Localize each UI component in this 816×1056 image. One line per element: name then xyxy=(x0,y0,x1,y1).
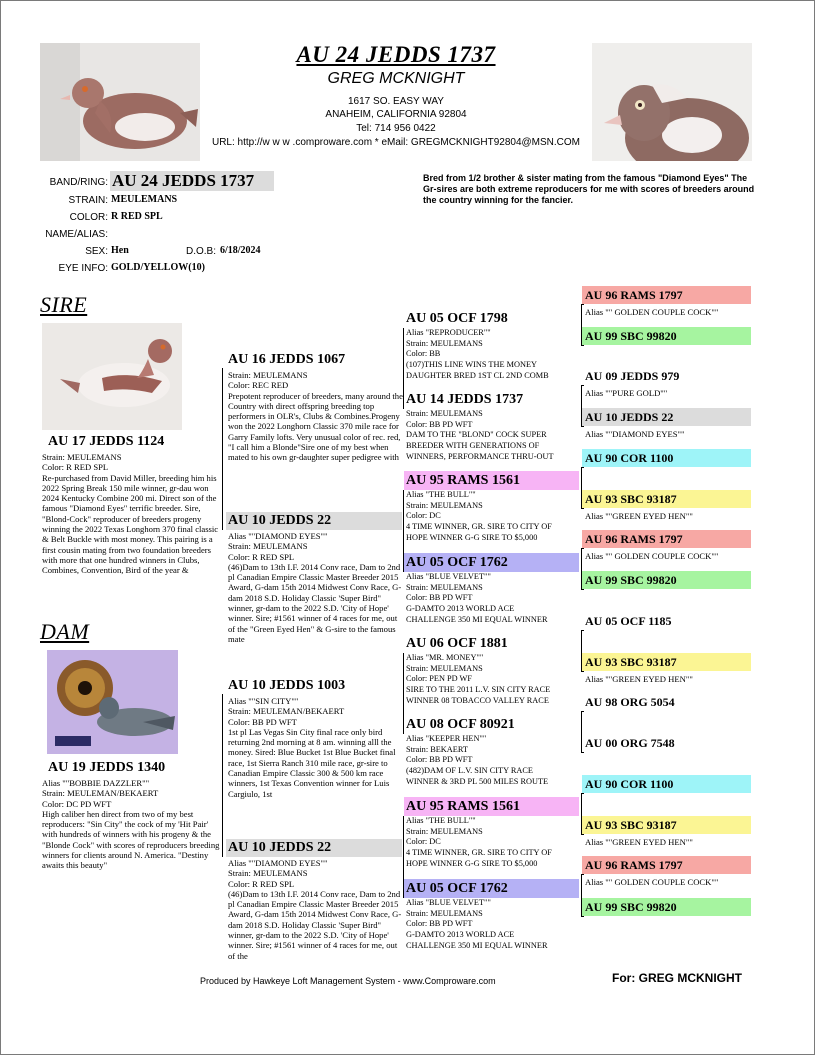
gen4-alias: Alias ""PURE GOLD"" xyxy=(585,388,668,398)
connector-line xyxy=(581,467,582,508)
connector-line xyxy=(581,671,584,672)
gen3-detail-line: Color: BB PD WFT xyxy=(406,419,473,429)
gen2-dam-dam-band: AU 10 JEDDS 22 xyxy=(228,840,332,855)
page-title: AU 24 JEDDS 1737 xyxy=(296,42,496,67)
dam-description: High caliber hen direct from two of my best reproducers: "Sin City" the cock of my 'Hit Pair' with hundreds of winners with his progeny & the "Blonde Cock" with scores of reproducers breeding winners for clients around N. America. "Destiny awaits this beauty" xyxy=(42,808,220,871)
dam-heading: DAM xyxy=(40,619,90,644)
gen4-alias: Alias "" GOLDEN COUPLE COCK"" xyxy=(585,307,719,317)
gen4-alias: Alias ""GREEN EYED HEN"" xyxy=(585,511,693,521)
bird-photo-right xyxy=(592,43,752,161)
gen4-band: AU 98 ORG 5054 xyxy=(582,693,751,711)
connector-line xyxy=(581,385,582,426)
gen3-detail-line: WINNER & 3RD PL 500 MILES ROUTE xyxy=(406,776,549,786)
connector-line xyxy=(581,630,584,631)
gen3-detail-line: Alias "MR. MONEY"" xyxy=(406,653,484,662)
band-label: BAND/RING: xyxy=(49,177,108,188)
gen3-detail-line: SIRE TO THE 2011 L.V. SIN CITY RACE xyxy=(406,685,551,695)
band-value: AU 24 JEDDS 1737 xyxy=(110,171,274,191)
gen2-sire-dam-strain: Strain: MEULEMANS xyxy=(228,541,308,552)
connector-line xyxy=(403,490,404,572)
gen3-detail-line: G-DAMTO 2013 WORLD ACE xyxy=(406,930,515,940)
sire-color: Color: R RED SPL xyxy=(42,462,109,473)
gen3-detail-line: DAM TO THE "BLOND" COCK SUPER xyxy=(406,430,547,440)
gen3-detail-line: Color: BB PD WFT xyxy=(406,919,473,929)
gen2-sire-dam-alias: Alias ""DIAMOND EYES"" xyxy=(228,531,328,541)
gen3-detail-line: Color: BB xyxy=(406,349,441,359)
connector-line xyxy=(581,385,584,386)
gen4-band: AU 90 COR 1100 xyxy=(582,775,751,793)
connector-line xyxy=(581,630,582,671)
gen3-band: AU 95 RAMS 1561 xyxy=(406,473,520,488)
gen3-details xyxy=(406,572,580,634)
connector-line xyxy=(581,916,584,917)
gen2-sire-dam-band: AU 10 JEDDS 22 xyxy=(228,513,332,528)
bird-photo-left xyxy=(40,43,200,161)
gen3-detail-line: BREEDER WITH GENERATIONS OF xyxy=(406,441,540,451)
gen2-sire-sire-strain: Strain: MEULEMANS xyxy=(228,370,308,380)
footer-produced-by: Produced by Hawkeye Loft Management System - www.Comproware.com xyxy=(200,976,496,986)
gen2-dam-sire-alias: Alias ""SIN CITY"" xyxy=(228,696,299,706)
connector-line xyxy=(581,426,584,427)
connector-line xyxy=(403,328,404,409)
gen4-band: AU 10 JEDDS 22 xyxy=(582,408,751,426)
gen3-detail-line: Alias "KEEPER HEN"" xyxy=(406,734,487,743)
gen3-detail-line: Color: BB PD WFT xyxy=(406,593,473,603)
gen3-details xyxy=(406,816,580,878)
gen2-sire-sire-band: AU 16 JEDDS 1067 xyxy=(228,352,346,367)
gen3-details xyxy=(406,898,580,960)
gen2-dam-dam-description: (46)Dam to 13th I.F. 2014 Conv race, Dam to 2nd pl Canadian Empire Classic Master Breeder 2015 Award, G-dam 15th 2014 Midwest Conv Race, G-dam 2018 S.D. Holiday Classic 'Super Bird" winner, gr-dam to the 2022 S.D. 'City of Hope' winner. Sire; #1561 winner of 4 races for me, out of the xyxy=(228,888,402,961)
gen3-detail-line: Alias "BLUE VELVET"" xyxy=(406,572,491,581)
gen3-band: AU 95 RAMS 1561 xyxy=(406,799,520,814)
gen3-detail-line: WINNERS, PERFORMANCE THRU-OUT xyxy=(406,451,554,461)
gen3-detail-line: Strain: MEULEMANS xyxy=(406,826,483,836)
connector-line xyxy=(581,793,582,834)
gen3-details xyxy=(406,653,580,715)
connector-line xyxy=(581,467,584,468)
gen4-band: AU 09 JEDDS 979 xyxy=(582,367,751,385)
connector-line xyxy=(581,589,584,590)
gen3-detail-line: Color: BB PD WFT xyxy=(406,755,473,765)
connector-line xyxy=(581,793,584,794)
gen4-band: AU 99 SBC 99820 xyxy=(582,327,751,345)
eye-info-value: GOLD/YELLOW(10) xyxy=(111,262,205,273)
gen4-band: AU 00 ORG 7548 xyxy=(582,734,751,752)
gen3-detail-line: (482)DAM OF L.V. SIN CITY RACE xyxy=(406,766,533,776)
gen3-detail-line: Strain: MEULEMANS xyxy=(406,663,483,673)
footer-for-owner: For: GREG MCKNIGHT xyxy=(612,971,742,985)
gen3-detail-line: 4 TIME WINNER, GR. SIRE TO CITY OF xyxy=(406,848,552,858)
sex-label: SEX: xyxy=(85,246,108,257)
color-value: R RED SPL xyxy=(111,211,163,222)
dam-band: AU 19 JEDDS 1340 xyxy=(48,760,166,775)
color-label: COLOR: xyxy=(69,212,108,223)
strain-label: STRAIN: xyxy=(68,195,108,206)
name-alias-label: NAME/ALIAS: xyxy=(45,229,108,240)
connector-line xyxy=(581,834,584,835)
gen3-detail-line: DAUGHTER BRED 1ST CL 2ND COMB xyxy=(406,370,549,380)
gen4-band: AU 96 RAMS 1797 xyxy=(582,530,751,548)
gen3-detail-line: (107)THIS LINE WINS THE MONEY xyxy=(406,360,538,370)
gen3-detail-line: Strain: MEULEMANS xyxy=(406,500,483,510)
gen2-sire-sire-details xyxy=(228,370,406,492)
gen2-dam-dam-details xyxy=(228,858,404,976)
gen4-alias: Alias ""DIAMOND EYES"" xyxy=(585,429,685,439)
gen3-details xyxy=(406,490,580,552)
connector-line xyxy=(581,304,584,305)
gen2-dam-dam-alias: Alias ""DIAMOND EYES"" xyxy=(228,858,328,868)
gen4-alias: Alias "" GOLDEN COUPLE COCK"" xyxy=(585,877,719,887)
owner-phone: Tel: 714 956 0422 xyxy=(356,123,436,134)
dam-details xyxy=(42,778,220,903)
gen4-alias: Alias ""GREEN EYED HEN"" xyxy=(585,837,693,847)
gen4-band: AU 93 SBC 93187 xyxy=(582,490,751,508)
gen4-band: AU 99 SBC 99820 xyxy=(582,571,751,589)
gen2-dam-dam-color: Color: R RED SPL xyxy=(228,878,295,889)
connector-line xyxy=(222,368,223,530)
gen4-band: AU 93 SBC 93187 xyxy=(582,653,751,671)
connector-line xyxy=(581,345,584,346)
gen3-band: AU 05 OCF 1762 xyxy=(406,555,508,570)
gen2-sire-dam-description: (46)Dam to 13th I.F. 2014 Conv race, Dam to 2nd pl Canadian Empire Classic Master Breeder 2015 Award, G-dam 15th 2014 Midwest Conv Race, G-dam 2018 S.D. Holiday Classic 'Super Bird" winner, gr-dam to the 2022 S.D. 'City of Hope' winner. Sire; #1561 winner of 4 races for me, out of the "Green Eyed Hen" & G-sire to the famous mate xyxy=(228,561,402,644)
gen3-band: AU 14 JEDDS 1737 xyxy=(406,392,524,407)
sire-band: AU 17 JEDDS 1124 xyxy=(48,434,165,449)
connector-line xyxy=(581,752,584,753)
gen3-detail-line: WINNER 08 TOBACCO VALLEY RACE xyxy=(406,695,549,705)
gen2-dam-sire-description: 1st pl Las Vegas Sin City final race only bird returning 2nd morning at 8 am. winning alll the money. Sired: Blue Bucket 1st Blue Bucket final race, 1st Sierra Ranch 310 mile race, gr-sire to Canadian Empire Classic 300 & 500 km race winners, 1st Texas Convention winner for Luis Cargiulo, 1st xyxy=(228,726,396,799)
sire-description: Re-purchased from David Miller, breeding him his 2022 Spring Break 150 mile winner, gr-dau won 2024 Kentucky Combine 200 mi. Direct son of the famous "Diamond Eyes" terrific breeder. Sire, "Blond-Cock" reproducer of breeders progeny winning the 2022 Texas Longhorn 370 final classic & Belt Buckle with most money. This pairing is a first cousin mating from two foundation breeders with more that one hundred winners in Clubs, Combines, Convention, Bird of the year & xyxy=(42,472,219,576)
dam-color: Color: DC PD WFT xyxy=(42,798,112,809)
dob-value: 6/18/2024 xyxy=(220,245,261,256)
bird-notes: Bred from 1/2 brother & sister mating from the famous "Diamond Eyes" The Gr-sires are both extreme reproducers for me with scores of breeders around the country winning for the fancier. xyxy=(423,173,755,205)
connector-line xyxy=(581,304,582,345)
gen3-details xyxy=(406,734,580,796)
gen2-sire-sire-description: Prepotent reproducer of breeders, many around the Country with direct offspring breeding top performers in OLR's, Clubs & Combines.Progeny won the 2022 Longhorn Classic 370 mile race for Garry Family lofts. Very unusual color of rec. red, "I call him a Blonde"Sire one of my best when mated to his own gr-daughter super pedigree with xyxy=(228,390,403,463)
owner-city: ANAHEIM, CALIFORNIA 92804 xyxy=(325,109,467,120)
connector-line xyxy=(581,548,582,589)
strain-value: MEULEMANS xyxy=(111,194,178,205)
dob-label: D.O.B: xyxy=(186,246,217,257)
owner-url-email[interactable]: URL: http://w w w .comproware.com * eMail: GREGMCKNIGHT92804@MSN.COM xyxy=(211,137,580,148)
connector-line xyxy=(581,711,584,712)
connector-line xyxy=(222,694,223,857)
connector-line xyxy=(581,711,582,752)
gen3-detail-line: CHALLENGE 350 MI EQUAL WINNER xyxy=(406,940,548,950)
gen3-detail-line: Strain: MEULEMANS xyxy=(406,908,483,918)
gen2-dam-sire-color: Color: BB PD WFT xyxy=(228,716,297,727)
connector-line xyxy=(581,508,584,509)
connector-line xyxy=(581,548,584,549)
connector-line xyxy=(403,653,404,734)
sire-photo xyxy=(42,323,182,430)
gen3-details xyxy=(406,328,580,390)
gen4-band: AU 96 RAMS 1797 xyxy=(582,286,751,304)
gen4-band: AU 05 OCF 1185 xyxy=(582,612,751,630)
gen3-band: AU 05 OCF 1762 xyxy=(406,881,508,896)
gen4-alias: Alias ""GREEN EYED HEN"" xyxy=(585,674,693,684)
gen3-detail-line: Color: PEN PD WF xyxy=(406,674,473,684)
gen4-band: AU 99 SBC 99820 xyxy=(582,898,751,916)
owner-name: GREG MCKNIGHT xyxy=(327,70,465,87)
connector-line xyxy=(581,874,582,916)
gen4-band: AU 96 RAMS 1797 xyxy=(582,856,751,874)
dam-alias: Alias ""BOBBIE DAZZLER"" xyxy=(42,778,150,788)
gen3-details xyxy=(406,409,580,471)
gen3-detail-line: Alias "REPRODUCER"" xyxy=(406,328,491,337)
gen3-detail-line: Alias "BLUE VELVET"" xyxy=(406,898,491,907)
gen2-sire-sire-color: Color: REC RED xyxy=(228,380,289,391)
sire-strain: Strain: MEULEMANS xyxy=(42,452,122,462)
gen3-detail-line: HOPE WINNER G-G SIRE TO $5,000 xyxy=(406,858,538,868)
gen3-detail-line: 4 TIME WINNER, GR. SIRE TO CITY OF xyxy=(406,522,552,532)
gen2-sire-dam-details xyxy=(228,531,404,665)
sex-value: Hen xyxy=(111,245,129,256)
gen3-band: AU 08 OCF 80921 xyxy=(406,717,515,732)
gen2-dam-dam-strain: Strain: MEULEMANS xyxy=(228,868,308,879)
connector-line xyxy=(581,874,584,875)
gen3-band: AU 05 OCF 1798 xyxy=(406,311,508,326)
gen3-detail-line: Alias "THE BULL"" xyxy=(406,490,476,499)
gen4-band: AU 90 COR 1100 xyxy=(582,449,751,467)
gen3-detail-line: Strain: MEULEMANS xyxy=(406,409,483,418)
gen3-detail-line: Strain: MEULEMANS xyxy=(406,338,483,348)
eye-info-label: EYE INFO: xyxy=(58,263,108,274)
gen3-detail-line: G-DAMTO 2013 WORLD ACE xyxy=(406,604,515,614)
sire-details xyxy=(42,452,220,610)
gen4-band: AU 93 SBC 93187 xyxy=(582,816,751,834)
dam-photo xyxy=(47,650,178,754)
owner-address: 1617 SO. EASY WAY xyxy=(348,96,444,107)
gen3-detail-line: CHALLENGE 350 MI EQUAL WINNER xyxy=(406,614,548,624)
gen3-detail-line: Color: DC xyxy=(406,837,441,847)
gen3-detail-line: Alias "THE BULL"" xyxy=(406,816,476,825)
connector-line xyxy=(403,816,404,898)
dam-strain: Strain: MEULEMAN/BEKAERT xyxy=(42,788,159,799)
sire-heading: SIRE xyxy=(40,292,88,317)
gen3-detail-line: HOPE WINNER G-G SIRE TO $5,000 xyxy=(406,532,538,542)
gen4-alias: Alias "" GOLDEN COUPLE COCK"" xyxy=(585,551,719,561)
gen3-detail-line: Strain: BEKAERT xyxy=(406,744,468,754)
gen3-detail-line: Strain: MEULEMANS xyxy=(406,582,483,592)
gen2-sire-dam-color: Color: R RED SPL xyxy=(228,551,295,562)
gen2-dam-sire-band: AU 10 JEDDS 1003 xyxy=(228,678,346,693)
gen3-detail-line: Color: DC xyxy=(406,511,441,521)
gen3-band: AU 06 OCF 1881 xyxy=(406,636,508,651)
gen2-dam-sire-strain: Strain: MEULEMAN/BEKAERT xyxy=(228,706,345,717)
gen2-dam-sire-details xyxy=(228,696,404,820)
